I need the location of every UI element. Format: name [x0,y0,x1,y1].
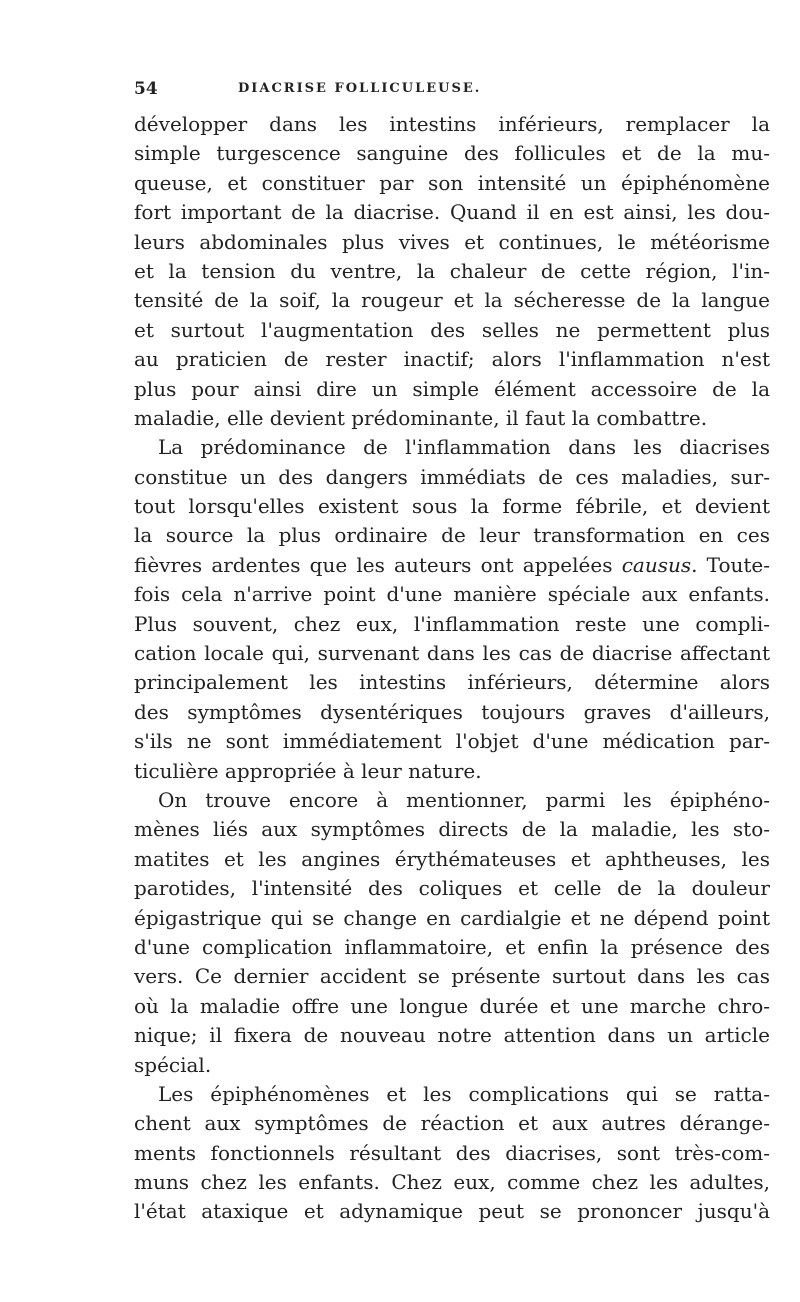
text-line: l'état ataxique et adynamique peut se prononcer jusqu'à [134,1199,770,1224]
text-line: s'ils ne sont immédiatement l'objet d'une médication par- [134,729,770,754]
text-line: parotides, l'intensité des coliques et celle de la douleur [134,876,770,901]
text-line: constitue un des dangers immédiats de ces maladies, sur- [134,464,770,489]
page-number: 54 [134,79,158,99]
text-line: d'une complication inflammatoire, et enfin la présence des [134,934,770,959]
text-line: et surtout l'augmentation des selles ne permettent plus [134,317,770,342]
text-line: nique; il fixera de nouveau notre attention dans un article [134,1023,770,1048]
text-line: tensité de la soif, la rougeur et la sécheresse de la langue [134,288,770,313]
text-line: tout lorsqu'elles existent sous la forme fébrile, et devient [134,494,770,519]
text-line: fois cela n'arrive point d'une manière spéciale aux enfants. [134,582,770,607]
text-line: au praticien de rester inactif; alors l'inflammation n'est [134,347,770,372]
text-line: et la tension du ventre, la chaleur de cette région, l'in- [134,258,770,283]
text-line: Plus souvent, chez eux, l'inflammation reste une compli- [134,611,770,636]
text-line: simple turgescence sanguine des follicules et de la mu- [134,141,770,166]
text-line: ticulière appropriée à leur nature. [134,758,482,783]
text-span: . Toute- [691,552,770,577]
text-line: La prédominance de l'inflammation dans les diacrises [158,435,770,460]
text-line: muns chez les enfants. Chez eux, comme chez les adultes, [134,1170,770,1195]
text-line: épigastrique qui se change en cardialgie et ne dépend point [134,905,770,930]
text-line: des symptômes dysentériques toujours graves d'ailleurs, [134,699,770,724]
text-line: ments fonctionnels résultant des diacrises, sont très-com- [134,1140,770,1165]
italic-term: causus [621,552,692,577]
text-line: où la maladie offre une longue durée et une marche chro- [134,993,770,1018]
text-line: Les épiphénomènes et les complications qui se ratta- [158,1081,770,1106]
text-line: maladie, elle devient prédominante, il faut la combattre. [134,405,708,430]
text-line: matites et les angines érythémateuses et aphtheuses, les [134,846,770,871]
running-header [134,76,770,102]
text-line: développer dans les intestins inférieurs, remplacer la [134,112,770,136]
running-title: DIACRISE FOLLICULEUSE. [238,81,482,96]
text-span: fièvres ardentes que les auteurs ont appelées [134,552,613,577]
text-line: vers. Ce dernier accident se présente surtout dans les cas [134,964,770,989]
text-line: cation locale qui, survenant dans les cas de diacrise affectant [134,641,770,666]
text-line: spécial. [134,1052,212,1077]
text-line: queuse, et constituer par son intensité un épiphénomène [134,170,770,195]
text-line: principalement les intestins inférieurs, détermine alors [134,670,770,695]
text-line: On trouve encore à mentionner, parmi les épiphéno- [158,787,770,812]
text-line-with-italic [134,551,770,580]
text-line: fort important de la diacrise. Quand il en est ainsi, les dou- [134,200,770,225]
text-line: mènes liés aux symptômes directs de la maladie, les sto- [134,817,770,842]
body-text [134,110,770,1227]
text-line: leurs abdominales plus vives et continues, le météorisme [134,229,770,254]
text-line: la source la plus ordinaire de leur transformation en ces [134,523,770,548]
text-line: plus pour ainsi dire un simple élément accessoire de la [134,376,770,401]
text-line: chent aux symptômes de réaction et aux autres dérange- [134,1111,770,1136]
